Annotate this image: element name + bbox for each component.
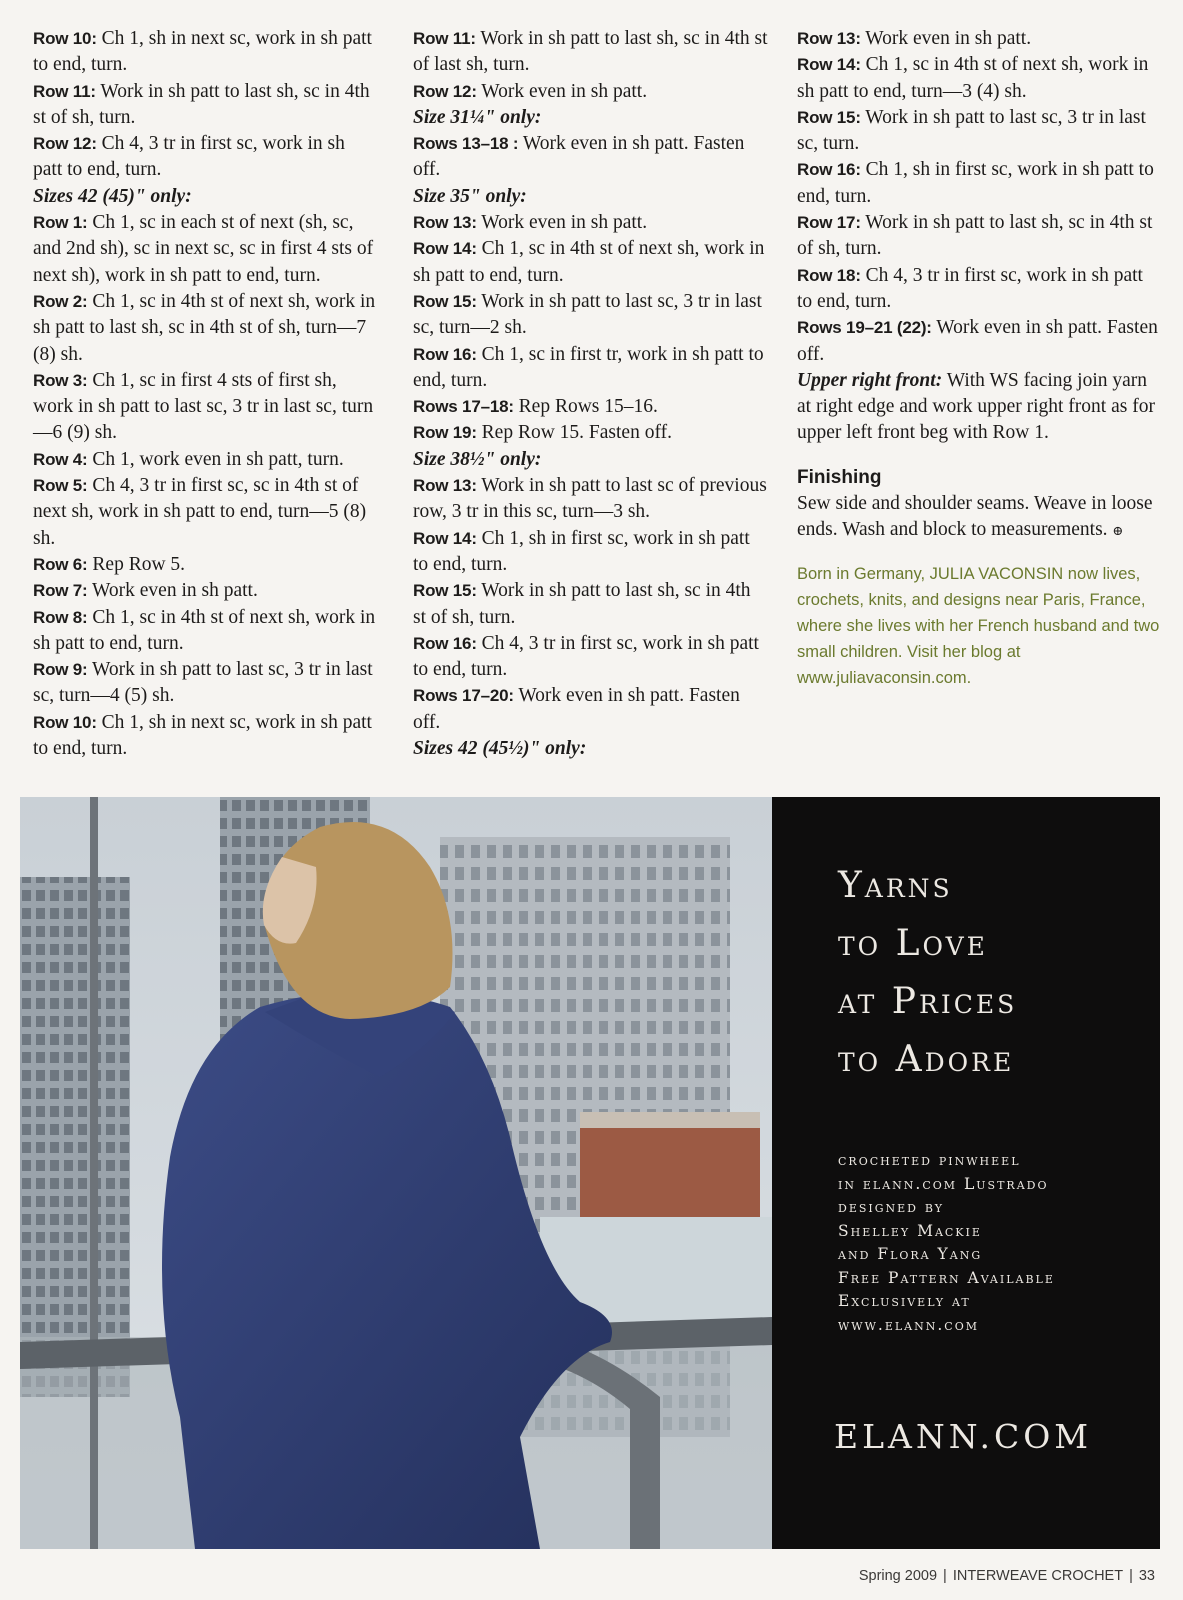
pattern-row <box>413 394 768 420</box>
ad-headline-line: at Prices <box>838 981 1018 1022</box>
page-footer <box>859 1568 1155 1584</box>
column-3-rows <box>797 26 1162 447</box>
row-text: Ch 1, sc in first 4 sts of first sh, work in sh patt to last sc, 3 tr in last sc, turn—6 (9) sh. <box>33 369 374 444</box>
pattern-row <box>413 289 768 342</box>
ad-body-line: crocheted pinwheel <box>838 1151 1021 1169</box>
ad-headline-line: Yarns <box>838 865 953 906</box>
row-text: Ch 4, 3 tr in first sc, sc in 4th st of next sh, work in sh patt to end, turn—5 (8) sh. <box>33 475 367 549</box>
row-text: Work even in sh patt. <box>476 80 648 102</box>
row-label: Row 17: <box>797 213 861 233</box>
row-label: Row 14: <box>413 528 477 548</box>
section-label: Upper right front: <box>797 369 943 391</box>
row-text: Ch 1, work even in sh patt, turn. <box>87 448 344 470</box>
row-label: Row 5: <box>33 476 88 496</box>
row-text: Ch 1, sc in each st of next (sh, sc, and 2nd sh), sc in next sc, sc in first 4 sts of next sh), work in sh patt to end, turn. <box>33 212 374 286</box>
row-label: Row 16: <box>797 160 861 180</box>
row-label: Row 15: <box>413 291 477 311</box>
row-label: Row 18: <box>797 265 861 285</box>
model-photo <box>20 797 772 1549</box>
designer-bio: Born in Germany, JULIA VACONSIN now lives, crochets, knits, and designs near Paris, France, where she lives with her French husband and two small children. Visit her blog at www.juliavaconsin.com. <box>797 564 1160 687</box>
ad-body-line: www.elann.com <box>838 1315 979 1334</box>
row-text: Rep Row 15. Fasten off. <box>476 422 672 444</box>
pattern-row <box>413 526 768 579</box>
pattern-row <box>797 315 1162 368</box>
pattern-row <box>413 105 768 131</box>
row-label: Rows 13–18 : <box>413 134 519 154</box>
pattern-row <box>413 236 768 289</box>
row-text: Ch 1, sc in 4th st of next sh, work in sh patt to last sh, sc in 4th st of sh, turn—7 (8) sh. <box>33 290 376 365</box>
row-text: Work in sh patt to last sc of previous row, 3 tr in this sc, turn—3 sh. <box>413 475 767 523</box>
row-text: Ch 1, sh in next sc, work in sh patt to end, turn. <box>33 711 372 760</box>
pattern-row <box>33 79 378 132</box>
pattern-row <box>413 447 768 473</box>
row-label: Rows 17–18: <box>413 397 514 417</box>
row-text: Ch 4, 3 tr in first sc, work in sh patt to end, turn. <box>33 133 345 181</box>
pattern-row <box>413 131 768 184</box>
row-text: Work even in sh patt. <box>87 580 258 602</box>
ad-body <box>838 1149 1055 1337</box>
pattern-row <box>33 710 378 763</box>
finishing-text: Sew side and shoulder seams. Weave in loose ends. Wash and block to measurements. ⊕ <box>797 493 1153 541</box>
column-2 <box>413 26 768 762</box>
ad-body-line: designed by <box>838 1198 945 1216</box>
row-label: Row 14: <box>413 239 477 259</box>
footer-separator-1: | <box>943 1568 947 1584</box>
row-text: Ch 1, sh in next sc, work in sh patt to end, turn. <box>33 28 372 76</box>
row-label: Row 12: <box>413 81 477 101</box>
pattern-row <box>33 368 378 447</box>
row-label: Row 11: <box>33 81 96 101</box>
row-label: Row 16: <box>413 633 477 653</box>
pattern-row <box>797 263 1162 316</box>
row-label: Row 10: <box>33 29 97 48</box>
row-text: Work in sh patt to last sc, 3 tr in last sc, turn. <box>797 106 1146 155</box>
row-label: Row 12: <box>33 134 97 154</box>
ad-headline-line: to Love <box>838 923 988 964</box>
pattern-row <box>413 26 768 79</box>
pattern-row <box>413 473 768 526</box>
pattern-row <box>33 605 378 658</box>
ad-headline <box>838 857 1017 1089</box>
row-label: Row 15: <box>797 107 861 127</box>
finishing-heading: Finishing <box>797 466 882 488</box>
column-3 <box>797 26 1162 691</box>
row-text: Rep Row 5. <box>87 553 186 575</box>
row-text: Ch 1, sc in 4th st of next sh, work in sh patt to end, turn—3 (4) sh. <box>797 54 1149 102</box>
pattern-row <box>33 657 378 710</box>
row-label: Row 10: <box>33 712 97 732</box>
pattern-row <box>33 289 378 368</box>
row-label: Row 1: <box>33 213 88 233</box>
pattern-row <box>413 631 768 684</box>
row-label: Rows 17–20: <box>413 686 514 706</box>
row-label: Row 9: <box>33 660 88 680</box>
row-text: Work in sh patt to last sc, 3 tr in last sc, turn—2 sh. <box>413 290 762 339</box>
row-text: Work in sh patt to last sh, sc in 4th st of sh, turn. <box>33 80 370 128</box>
photo-illustration <box>20 797 772 1549</box>
row-text: Ch 1, sh in first sc, work in sh patt to end, turn. <box>797 159 1154 207</box>
row-label: Row 16: <box>413 344 477 364</box>
row-text: Ch 4, 3 tr in first sc, work in sh patt to end, turn. <box>413 632 759 681</box>
pattern-row <box>33 26 378 79</box>
row-text: Ch 4, 3 tr in first sc, work in sh patt to end, turn. <box>797 264 1143 312</box>
row-text: Work in sh patt to last sc, 3 tr in last sc, turn—4 (5) sh. <box>33 659 373 707</box>
row-text: Rep Rows 15–16. <box>513 396 658 418</box>
row-text: Work even in sh patt. <box>476 212 648 234</box>
row-label: Row 3: <box>33 370 88 390</box>
row-text: Work even in sh patt. <box>860 28 1032 49</box>
pattern-row <box>33 578 378 604</box>
row-text: Work in sh patt to last sh, sc in 4th st of last sh, turn. <box>413 28 768 76</box>
size-heading: Size 31¼" only: <box>413 106 542 128</box>
footer-page-number: 33 <box>1138 1568 1155 1584</box>
pattern-row <box>413 184 768 210</box>
pattern-row <box>413 736 768 762</box>
row-label: Row 13: <box>797 29 861 48</box>
row-label: Row 13: <box>413 213 477 233</box>
ad-body-line: in elann.com Lustrado <box>838 1174 1049 1193</box>
ad-headline-line: to Adore <box>838 1039 1015 1080</box>
row-text: Work in sh patt to last sh, sc in 4th st of sh, turn. <box>413 580 751 628</box>
size-heading: Size 38½" only: <box>413 448 542 470</box>
pattern-row <box>413 578 768 631</box>
row-text: Ch 1, sh in first sc, work in sh patt to end, turn. <box>413 527 750 575</box>
pattern-row <box>413 683 768 736</box>
row-text: With WS facing join yarn at right edge and work upper right front as for upper left front beg with Row 1. <box>797 369 1155 444</box>
size-heading: Sizes 42 (45)" only: <box>33 185 192 207</box>
row-text: Work even in sh patt. Fasten off. <box>413 685 740 733</box>
footer-separator-2: | <box>1129 1568 1133 1584</box>
row-text: Work in sh patt to last sh, sc in 4th st of sh, turn. <box>797 212 1153 260</box>
pattern-row <box>33 184 378 210</box>
row-label: Row 2: <box>33 291 88 311</box>
pattern-row <box>797 105 1162 158</box>
pattern-row <box>797 210 1162 263</box>
elann-advertisement <box>772 797 1160 1549</box>
pattern-row <box>413 342 768 395</box>
row-label: Row 7: <box>33 581 88 601</box>
ad-body-line: Exclusively at <box>838 1292 971 1310</box>
pattern-row <box>413 210 768 236</box>
ad-body-line: and Flora Yang <box>838 1245 983 1263</box>
ad-website: ELANN.COM <box>834 1417 1093 1456</box>
ad-body-line: Shelley Mackie <box>838 1221 982 1240</box>
pattern-row <box>33 447 378 473</box>
row-label: Row 6: <box>33 554 88 574</box>
row-text: Work even in sh patt. Fasten off. <box>413 133 745 181</box>
size-heading: Size 35" only: <box>413 185 527 207</box>
size-heading: Sizes 42 (45½)" only: <box>413 738 587 760</box>
row-text: Ch 1, sc in 4th st of next sh, work in sh patt to end, turn. <box>33 606 376 654</box>
row-text: Work even in sh patt. Fasten off. <box>797 317 1158 365</box>
row-text: Ch 1, sc in first tr, work in sh patt to end, turn. <box>413 343 764 391</box>
row-label: Row 4: <box>33 449 88 469</box>
pattern-row <box>33 473 378 552</box>
footer-magazine: INTERWEAVE CROCHET <box>952 1568 1124 1584</box>
pattern-row <box>33 552 378 578</box>
row-text: Ch 1, sc in 4th st of next sh, work in sh patt to end, turn. <box>413 238 765 286</box>
pattern-row <box>797 368 1162 447</box>
pattern-row <box>797 26 1162 52</box>
pattern-row <box>797 52 1162 105</box>
row-label: Row 13: <box>413 476 477 496</box>
ad-body-line: Free Pattern Available <box>838 1268 1055 1287</box>
footer-season: Spring 2009 <box>858 1568 938 1584</box>
row-label: Rows 19–21 (22): <box>797 318 932 338</box>
column-1 <box>33 26 378 762</box>
pattern-row <box>413 420 768 446</box>
row-label: Row 15: <box>413 581 477 601</box>
pattern-row <box>797 157 1162 210</box>
end-mark-icon: ⊕ <box>1112 523 1124 539</box>
pattern-row <box>33 131 378 184</box>
row-label: Row 14: <box>797 55 861 75</box>
pattern-row <box>33 210 378 289</box>
row-label: Row 11: <box>413 29 476 48</box>
pattern-row <box>413 79 768 105</box>
row-label: Row 8: <box>33 607 88 627</box>
row-label: Row 19: <box>413 423 477 443</box>
